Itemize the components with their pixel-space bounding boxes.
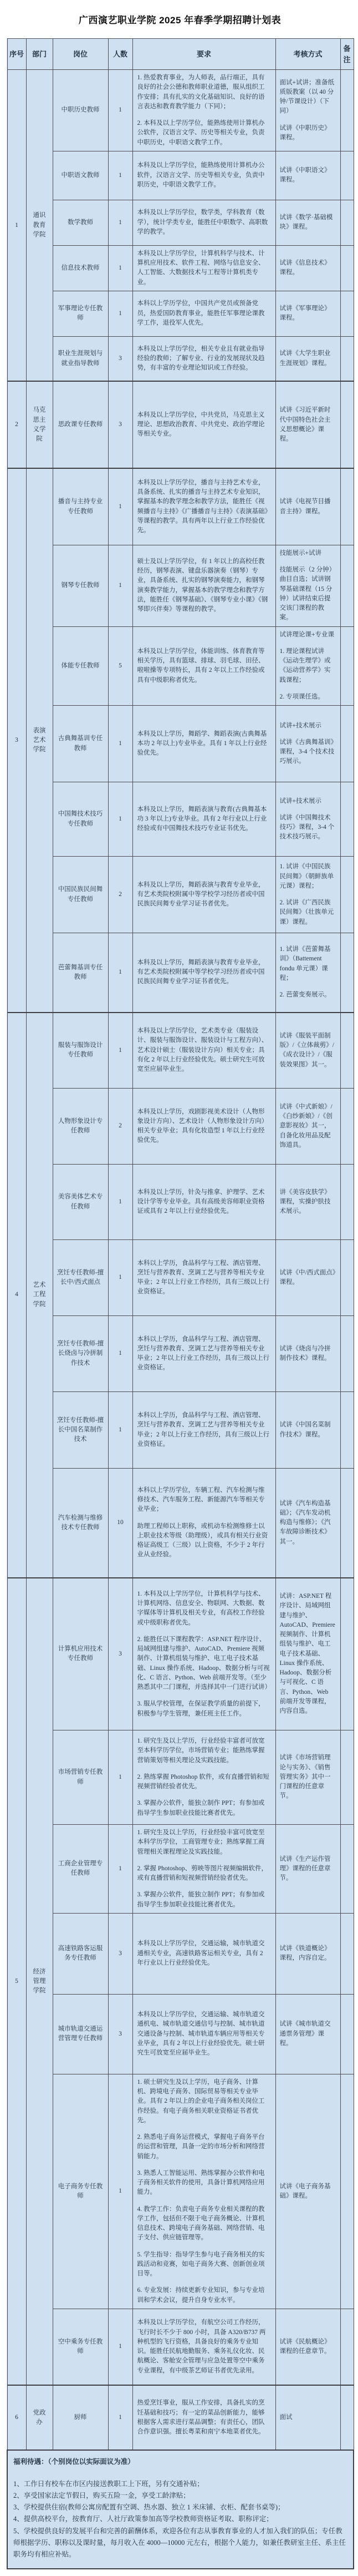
welfare-row [7, 2450, 354, 2569]
position-count-cell: 1 [108, 1392, 132, 1469]
position-row [7, 1316, 354, 1392]
position-row [7, 1089, 354, 1165]
requirements-cell [132, 1469, 275, 1578]
position-count-cell: 1 [108, 1165, 132, 1240]
assessment-cell-paragraph: 试讲《古典舞基训》课程，3-4 个技术技巧展示。 [279, 738, 335, 765]
requirements-cell [132, 70, 275, 151]
assessment-cell [275, 2074, 340, 2309]
position-row [7, 545, 354, 626]
requirements-cell-paragraph: 硕士及以上学历学位，有 1 年以上的高校任教经历，钢琴表演、键盘乐器演奏（钢琴）专业，具备系统、扎实的钢琴演奏能力，和钢琴演奏教学能力，掌握基本的教学理念和教学方法，能胜任《钢琴基础》、《钢琴专业小课》《钢琴即兴伴奏》等课程的教学。 [137, 558, 268, 613]
note-cell [340, 200, 354, 245]
department-name-cell: 经济管理学院 [26, 1578, 53, 2386]
note-cell [340, 2309, 354, 2385]
department-name-cell: 艺术工程学院 [26, 1013, 53, 1578]
position-count-cell: 1 [108, 468, 132, 545]
requirements-cell [132, 245, 275, 291]
position-count-cell: 1 [108, 151, 132, 200]
assessment-cell-paragraph: 试讲《服装平面制版》/《立体裁剪》/《成衣设计》/《服装效果图》其一。 [279, 1032, 334, 1068]
header-seq: 序号 [7, 39, 26, 70]
position-title-cell: 市场营销专任教师 [53, 1730, 108, 1825]
requirements-cell-paragraph: 本科以上学历，食品科学与工程、酒店管理、烹饪与营养教育、烹调工艺与营养等相关专业毕业；2 年以上行业工作经历，具有三级以上行业资格证。 [137, 1412, 270, 1448]
position-count-cell: 3 [108, 336, 132, 381]
position-title-cell: 工商企业管理专任教师 [53, 1825, 108, 1914]
position-count-cell: 10 [108, 1469, 132, 1578]
position-row [7, 857, 354, 933]
position-count-cell: 1 [108, 782, 132, 857]
position-count-cell: 1 [108, 70, 132, 151]
note-cell [340, 1913, 354, 1994]
requirements-cell [132, 1730, 275, 1825]
requirements-cell-paragraph: 3. 熟悉人工智能运用、熟练掌握办公软件和电子商务相关软件的使用，具备计算机网络应用能力。 [137, 2169, 265, 2196]
assessment-cell-paragraph: 试讲《铁道概论》课程，内容自定。 [279, 1945, 331, 1962]
requirements-cell-paragraph: 本科及以上学历学位，有航空公司工作经历，飞行时长不少于 800 小时，具备 A320/B737 两种机型的飞行资格，具备良好的乘务专业知识。能胜任民航地勤服务、乘务礼仪化妆、民航概论、客舱安全管理与应急处置等空中乘务专业课程，有中级茶艺师证书者优先录用。 [137, 2319, 266, 2374]
assessment-cell-paragraph: 试讲《数学·基础模块》课程。 [279, 214, 333, 231]
note-cell [340, 151, 354, 200]
requirements-cell-paragraph: 2. 熟悉电子商务运营模式，掌握电子商务平台的运营和管理，具备一定的市场分析和网络营销能力。 [137, 2134, 265, 2160]
requirements-cell-paragraph: 本科及以上学历，舞蹈表演与教育专业毕业，有艺术类院校附属中等学校学习经历者或中国民族民间舞专业学习证书者优先。 [137, 959, 265, 985]
note-cell [340, 1469, 354, 1578]
assessment-cell [275, 1730, 340, 1825]
assessment-cell [275, 2385, 340, 2450]
welfare-item: 5、学校提供良好的发展平台和完善的薪酬体系，欢迎各位有志从事教育事业的人才加入我们的队伍；专任教师根据学历、职称以及课时量，每月收入在 4000—10000 元左右，根据个人能力，如兼任教研室主任、系主任职务均有相应补贴。 [13, 2527, 346, 2558]
requirements-cell [132, 2074, 275, 2309]
requirements-cell [132, 933, 275, 1013]
assessment-cell-paragraph: 试讲《中职历史》课程。 [279, 124, 331, 141]
assessment-cell [275, 1469, 340, 1578]
position-count-cell: 3 [108, 1994, 132, 2074]
assessment-cell-paragraph: 试讲《中国舞技术技巧》课程，3-4 个技术技巧展示。 [279, 814, 335, 841]
assessment-cell [275, 1316, 340, 1392]
position-title-cell: 厨师 [53, 2385, 108, 2450]
assessment-cell-paragraph: 试讲《中/西式面点》课程。 [279, 1269, 336, 1286]
assessment-cell-paragraph: 试讲《中式新娘》/《白纱新娘》/《创意影视妆》其一，自备化妆用品及配饰道具。 [279, 1103, 333, 1148]
assessment-cell-paragraph: 试讲《城市轨道交通票务管理》课程。 [279, 2021, 331, 2047]
position-title-cell: 思政课专任教师 [53, 381, 108, 468]
assessment-cell-paragraph: 1. 试讲《芭蕾舞基训》（Battement fondu 单元课）课程； [279, 946, 331, 981]
assessment-cell-paragraph: 试讲+技术展示 [279, 722, 321, 729]
assessment-cell-paragraph: 试讲《民航概论》课程的任意章节。 [279, 2338, 331, 2355]
requirements-cell-paragraph: 2. 能胜任以下课程教学：ASP.NET 程序设计、局域网组建与维护、AutoCAD、Premiere 视频制作、计算机组装与维护、电工电子技术基础、Linux 操作系统、Hadoop、数据分析与可视化、C 语言、Python、Web 前端开发等。（至少熟悉其中二门课程，并选择其中一门进行试讲） [137, 1636, 271, 1691]
requirements-cell-paragraph: 本科及以上学历学位，相关专业且有就业指导经验的教师；了解专业、行业的发展现状及趋势，有丰富的专业理论知识或工作经验。 [137, 345, 265, 372]
assessment-cell-paragraph: 1. 试讲《中国民族民间舞》（朝鲜族单元课）课程； [279, 863, 334, 889]
assessment-cell [275, 545, 340, 626]
position-row [7, 1469, 354, 1578]
requirements-cell-paragraph: 本科及以上学历，舞蹈学、舞蹈表演(古典舞基本功 2 年以上)专业毕业。具有 1 年以上行业经验优先。 [137, 730, 267, 757]
requirements-cell-paragraph: 本科及以上学历，舞蹈表演与教育(古典舞基本功 3 年以上)专业毕业。具有 2 年行业以上行业经验或有中国舞技术技巧专业证书优先。 [137, 806, 267, 832]
assessment-cell [275, 1392, 340, 1469]
requirements-cell-paragraph: 本科及以上学历学位，交通运输，城市轨道交通相关专业，高速铁路客运相关专业，具有 2 年行业以上行业经验优先。 [137, 1940, 265, 1966]
position-title-cell: 中国民族民间舞专任教师 [53, 857, 108, 933]
position-row [7, 151, 354, 200]
note-cell [340, 2074, 354, 2309]
requirements-cell-paragraph: 本科以上学历学位，车辆工程、汽车检测与维修技术、汽车服务工程、新能源汽车等相关专业毕业； [137, 1486, 265, 1513]
note-cell [340, 1089, 354, 1165]
requirements-cell-paragraph: 本科及以上学历学位，计算机科学与技术、计算机应用技术、软件工程、网络与信息安全、人工智能、大数据技术与工程等计算机类专业。 [137, 250, 265, 286]
requirements-cell-paragraph: 4. 教学工作：负责电子商务专业相关课程的教学工作，包括但不限于电子商务概论、计算机信息技术、跨境电子商务基础、网络营销、电子支付、供应链管理等。 [137, 2205, 265, 2241]
requirements-cell-paragraph: 2. 熟练掌握 Photoshop 软件，或有直播营销和短视频营销经验者优先。 [137, 1773, 269, 1790]
position-row [7, 336, 354, 381]
assessment-cell-paragraph: 2. 芭蕾变奏展示。 [279, 991, 331, 999]
position-title-cell: 钢琴专任教师 [53, 545, 108, 626]
position-count-cell: 1 [108, 933, 132, 1013]
position-title-cell: 播音与主持专业专任教师 [53, 468, 108, 545]
requirements-cell [132, 1089, 275, 1165]
assessment-cell-paragraph: 2. 试讲《广西民族民间舞》（壮族单元课）课程。 [279, 899, 334, 925]
assessment-cell [275, 782, 340, 857]
assessment-cell-paragraph: 试讲《习近平新时代中国特色社会主义思想概论》课程。 [279, 407, 331, 442]
position-row [7, 291, 354, 336]
assessment-cell-paragraph: 1. 理论课程试讲《运动生理学》或《运动营养学》实践课程； [279, 647, 331, 684]
assessment-cell [275, 381, 340, 468]
position-title-cell: 军事理论专任教师 [53, 291, 108, 336]
assessment-cell-paragraph: 技能展示（2 分钟）曲目自选；试讲钢琴基础课程（15 分钟）试讲结束后提交该门课程的教案。 [279, 566, 336, 621]
position-title-cell: 城市轨道交通运营管理专任教师 [53, 1994, 108, 2074]
requirements-cell [132, 1240, 275, 1316]
position-row [7, 381, 354, 468]
assessment-cell-paragraph: 面试 [279, 2414, 293, 2421]
position-row [7, 1913, 354, 1994]
position-count-cell: 1 [108, 1013, 132, 1089]
position-title-cell: 中国舞技术技巧专任教师 [53, 782, 108, 857]
table-header [7, 39, 354, 70]
position-row [7, 468, 354, 545]
requirements-cell-paragraph: 本科及以上学历，针灸与推拿、护理学、艺术设计学等专业毕业。具有高级美容师职业资格证或具有 2 年以上行业经验优先。 [137, 1188, 265, 1215]
requirements-cell-paragraph: 本科及以上学历，戏剧影视美术设计（人物形象设计方向）、艺术设计（人物形象设计方向）相关专业毕业；具有化妆造型 1 年以上行业经验优先。 [137, 1108, 268, 1144]
requirements-cell-paragraph: 本科及以上学历，舞蹈表演与教育专业毕业，有艺术类院校附属中等学校学习经历者或中国民族民间舞专业学习证书者优先。 [137, 881, 265, 908]
note-cell [340, 1392, 354, 1469]
position-row [7, 1578, 354, 1730]
position-title-cell: 电子商务专任教师 [53, 2074, 108, 2309]
requirements-cell [132, 2309, 275, 2385]
note-cell [340, 1578, 354, 1730]
assessment-cell-paragraph: 试讲《军事理论》课程。 [279, 305, 331, 322]
note-cell [340, 336, 354, 381]
header-count: 人数 [108, 39, 132, 70]
department-name-cell: 通识教育学院 [26, 70, 53, 382]
position-count-cell: 1 [108, 1316, 132, 1392]
note-cell [340, 545, 354, 626]
position-title-cell: 高速铁路客运服务专任教师 [53, 1913, 108, 1994]
requirements-cell [132, 200, 275, 245]
requirements-cell-paragraph: 本科及以上学历学位，能熟练使用计算机办公软件，汉语言文学、历史等相关专业，负责中职历史，中职语文教学工作。 [137, 162, 265, 188]
position-title-cell: 体能专任教师 [53, 626, 108, 706]
note-cell [340, 782, 354, 857]
note-cell [340, 468, 354, 545]
position-title-cell: 烹饪专任教师-擅长中国名菜制作技术 [53, 1392, 108, 1469]
note-cell [340, 245, 354, 291]
recruitment-table [7, 38, 354, 2569]
position-count-cell: 1 [108, 1825, 132, 1914]
note-cell [340, 381, 354, 468]
table-footer [7, 2450, 354, 2569]
note-cell [340, 1013, 354, 1089]
assessment-cell [275, 1578, 340, 1730]
assessment-cell-paragraph: 试讲《电视节目播音主持》课程。 [279, 498, 331, 515]
position-row [7, 1240, 354, 1316]
requirements-cell [132, 857, 275, 933]
assessment-cell-paragraph: 试讲《大学生职业生涯规划》课程。 [279, 350, 331, 367]
requirements-cell-paragraph: 3. 掌握办公软件，能独立制作 PPT；有参加或指导学生参加职业技能比赛者优先。 [137, 1891, 265, 1908]
note-cell [340, 70, 354, 151]
position-title-cell: 计算机应用技术专任教师 [53, 1578, 108, 1730]
position-count-cell: 1 [108, 706, 132, 782]
assessment-cell [275, 1240, 340, 1316]
requirements-cell [132, 1316, 275, 1392]
position-row [7, 782, 354, 857]
position-count-cell: 1 [108, 1240, 132, 1316]
assessment-cell [275, 70, 340, 151]
requirements-cell-paragraph: 1. 本科及以上学历学位，计算机科学与技术、计算机网络、信息安全、物联网、大数据、数字媒体等计算机及相关专业，有高校工作经验或中级职称者优先。 [137, 1590, 265, 1626]
assessment-cell [275, 1013, 340, 1089]
position-title-cell: 数学教师 [53, 200, 108, 245]
requirements-cell-paragraph: 本科以上学历学位，中国共产党员或预备党员，热爱国防教育事业，能胜任军事理论课教学工作，退役军人优先。 [137, 300, 265, 326]
position-row [7, 933, 354, 1013]
requirements-cell [132, 381, 275, 468]
position-count-cell: 1 [108, 1730, 132, 1825]
requirements-cell-paragraph: 1. 研究生及以上学历，行业经验丰富者可放宽至本科学历学位，市场营销专业；能熟练掌握营销策划等相关理论及实践技能。 [137, 1738, 265, 1764]
position-row [7, 1994, 354, 2074]
position-count-cell: 2 [108, 857, 132, 933]
requirements-cell [132, 2385, 275, 2450]
position-row [7, 2074, 354, 2309]
requirements-cell-paragraph: 本科及以上学历学位，中共党员，马克思主义理论、思想政治教育、中共党史、政治学理论等相关专业。 [137, 411, 265, 438]
assessment-cell-paragraph: 试讲：ASP.NET 程序设计、局域网组建与维护、AutoCAD、Premiere 视频制作、计算机组装与维护、电工电子技术基础、Linux 操作系统、Hadoop、数据分析与可视化、C 语言、Python、Web 前端开发等课程，内容自选。 [279, 1593, 335, 1715]
assessment-cell [275, 291, 340, 336]
requirements-cell-paragraph: 1. 研究生及以上学历，行业经验丰富可放宽至本科学历学位，工商管理专业；熟练掌握工商管理相关课程理论及实践技能。 [137, 1829, 265, 1855]
assessment-cell [275, 706, 340, 782]
header-dept: 部门 [26, 39, 53, 70]
assessment-cell-paragraph: 试讲理论课+专业课 [279, 631, 334, 638]
requirements-cell [132, 1392, 275, 1469]
position-row [7, 2309, 354, 2385]
assessment-cell-paragraph: 试讲《信息技术》课程。 [279, 260, 331, 276]
note-cell [340, 857, 354, 933]
requirements-cell [132, 151, 275, 200]
assessment-cell [275, 857, 340, 933]
note-cell [340, 706, 354, 782]
requirements-cell-paragraph: 本科及以上学历学位，交通运输、城市轨道交通机电、城市轨道交通信号与控制、城市轨道交通设备与控制、城市轨道车辆应用等相关专业毕业，具有 2 年以上行业经验优先。硕士研究生可放宽至应届毕业生。 [137, 2011, 265, 2057]
requirements-cell-paragraph: 本科及以上学历学位，艺术类专业（服装设计、服装与服饰设计、服装设计与工程方向）、艺术设计硕士（服装设计方向）相关专业；具有化 2 年以上行业经验优先。硕士研究生可放宽至应届毕业生。 [137, 1028, 268, 1073]
position-count-cell: 3 [108, 1913, 132, 1994]
assessment-cell-paragraph: 2. 专项课任选。 [279, 693, 324, 700]
assessment-cell [275, 1089, 340, 1165]
position-title-cell: 美容美体艺术专任教师 [53, 1165, 108, 1240]
position-count-cell: 1 [108, 2074, 132, 2309]
department-index-cell: 5 [7, 1578, 26, 2386]
requirements-cell [132, 1825, 275, 1914]
assessment-cell-paragraph: 试讲《电子商务基础》课程。 [279, 2183, 331, 2199]
page-title: 广西演艺职业学院 2025 年春季学期招聘计划表 [78, 15, 282, 26]
note-cell [340, 1994, 354, 2074]
department-index-cell: 3 [7, 468, 26, 1012]
assessment-cell [275, 200, 340, 245]
department-name-cell: 表演艺术学院 [26, 468, 53, 1012]
requirements-cell-paragraph: 5. 学生指导：指导学生参与电子商务相关的实践活动和竞赛，如电子商务大赛、创新创业项目等。 [137, 2251, 265, 2277]
assessment-cell-paragraph: 试讲+技术展示 [279, 797, 321, 804]
assessment-cell-paragraph: 试讲《烧卤与冷拼制作技术》课程。 [279, 1345, 331, 1362]
position-row [7, 626, 354, 706]
position-title-cell: 职业生涯规划与就业指导教师 [53, 336, 108, 381]
position-row [7, 1825, 354, 1914]
requirements-cell-paragraph: 本科及以上学历学位，播音与主持艺术专业，具备系统、扎实的播音与主持艺术专业知识，掌握基本的教学理念和教学方法，能胜任《视频播音与主持》《广播播音与主持》《表演基础》等课程的教学。具有两年以上行业工作经验优先。 [137, 479, 268, 534]
header-req: 要求 [132, 39, 275, 70]
assessment-cell-paragraph: 试讲《中国名菜制作技术》课程。 [279, 1421, 331, 1438]
position-count-cell: 2 [108, 1089, 132, 1165]
welfare-item: 2、享受国家法定节假日，购买五险一金，享受工龄津贴； [13, 2491, 190, 2499]
requirements-cell-paragraph: 2. 掌握 Photoshop、剪映等图片视频编辑软件，或有直播营销和短视频营销经验者优先。 [137, 1865, 268, 1881]
position-row [7, 1013, 354, 1089]
department-name-cell: 马克思主义学院 [26, 381, 53, 468]
assessment-cell-paragraph: 试讲《市场营销理论与实务》、《销售管理实务》其中一门课程的任意章节。 [279, 1754, 331, 1800]
requirements-cell [132, 782, 275, 857]
requirements-cell-paragraph: 本科以上学历，食品科学与工程、酒店管理、烹饪与营养教育、烹调工艺与营养等相关专业毕业；2 年以上行业工作经历，具有三级以上行业资格证。 [137, 1335, 270, 1371]
position-title-cell: 古典舞基训专任教师 [53, 706, 108, 782]
position-count-cell: 3 [108, 381, 132, 468]
requirements-cell-paragraph: 热爱烹饪事业，服从工作安排，具备扎实的烹饪基础和技巧；有一定的菜品创新能力，能够根据客人需求进行菜品调整；有责任心，团队合作意识强。擅长粤菜和南宁本地菜者优先。 [137, 2400, 265, 2435]
position-title-cell: 中职语文教师 [53, 151, 108, 200]
requirements-cell-paragraph: 1. 热爱教育事业，为人师表，品行端正，具有良好的社会公德和教师职业道德，服从组织工作安排；具有扎实的文化基础知识、良好的语言表达和教育教学能力（下同）； [137, 74, 265, 110]
note-cell [340, 291, 354, 336]
header-exam: 考核方式 [275, 39, 340, 70]
requirements-cell [132, 291, 275, 336]
position-title-cell: 人物形象设计专任教师 [53, 1089, 108, 1165]
requirements-cell [132, 545, 275, 626]
department-name-cell: 党政办 [26, 2385, 53, 2450]
position-title-cell: 服装与服饰设计专任教师 [53, 1013, 108, 1089]
requirements-cell-paragraph: 助理工程师以上职称，或机动车检测维修士以上职业技术等级（助理级），或具有相关行业资格证高级工（三级）以上资格，不少于 2 年行业从业经验。 [137, 1522, 268, 1558]
welfare-heading: 福利待遇：（个别岗位以实际面议为准） [13, 2458, 135, 2466]
note-cell [340, 1730, 354, 1825]
assessment-cell [275, 1913, 340, 1994]
requirements-cell [132, 626, 275, 706]
welfare-item: 1、工作日有校车在市区内接送教职工上下班，另有交通补贴； [13, 2479, 204, 2488]
note-cell [340, 1316, 354, 1392]
department-index-cell: 2 [7, 381, 26, 468]
position-count-cell: 1 [108, 545, 132, 626]
position-row [7, 1730, 354, 1825]
requirements-cell [132, 1913, 275, 1994]
note-cell [340, 626, 354, 706]
requirements-cell-paragraph: 3. 服从学校管理，在保证教学质量的前提下，积极参与学生管理，兼任班主任工作。 [137, 1701, 265, 1717]
department-index-cell: 6 [7, 2385, 26, 2450]
assessment-cell [275, 336, 340, 381]
requirements-cell [132, 1013, 275, 1089]
position-count-cell: 1 [108, 2309, 132, 2385]
position-title-cell: 芭蕾舞基训专任教师 [53, 933, 108, 1013]
position-row [7, 1165, 354, 1240]
note-cell [340, 933, 354, 1013]
requirements-cell [132, 336, 275, 381]
recruitment-table-body [7, 70, 354, 2451]
header-note: 备注 [340, 39, 354, 70]
position-title-cell: 烹饪专任教师-擅长烧卤与冷拼制作技术 [53, 1316, 108, 1392]
position-row [7, 245, 354, 291]
requirements-cell-paragraph: 3. 掌握办公软件，能独立制作 PPT；有参加或指导学生参加职业技能比赛者优先。 [137, 1800, 265, 1816]
position-count-cell: 3 [108, 1578, 132, 1730]
position-count-cell: 1 [108, 200, 132, 245]
department-index-cell: 4 [7, 1013, 26, 1578]
assessment-cell [275, 1994, 340, 2074]
assessment-cell [275, 626, 340, 706]
position-count-cell: 1 [108, 291, 132, 336]
requirements-cell-paragraph: 6. 专业发展：持续更新专业知识，参与专业培训和学术会议，提升自身专业水平。 [137, 2287, 265, 2304]
assessment-cell [275, 1165, 340, 1240]
requirements-cell-paragraph: 本科以上学历，食品科学与工程、酒店管理、烹饪与营养教育、烹调工艺与营养等相关专业毕业；2 年以上行业工作经历，具有三级以上行业资格证。 [137, 1259, 270, 1295]
position-title-cell: 中职历史教师 [53, 70, 108, 151]
position-count-cell: 1 [108, 245, 132, 291]
position-row [7, 1392, 354, 1469]
requirements-cell [132, 706, 275, 782]
welfare-item: 4、提供高校平台，按教育厅、人社厅政策参加高等学校教师资格证考取、职称评定； [13, 2515, 273, 2523]
position-title-cell: 烹饪专任教师-擅长中/西式面点 [53, 1240, 108, 1316]
requirements-cell [132, 468, 275, 545]
header-row [7, 39, 354, 70]
assessment-cell-paragraph: 试讲《生产运作管理》课程的任意章节。 [279, 1855, 331, 1881]
requirements-cell-paragraph: 本科及以上学历学位，体能训练、体育教育等相关学历，具有篮球、排球、羽毛球、田径、啦啦操等专项特长，具有 2 年以上工作经验或具有中级职称者优先。 [137, 647, 265, 684]
position-count-cell: 5 [108, 626, 132, 706]
position-row [7, 2385, 354, 2450]
requirements-cell-paragraph: 1. 硕士研究生及以上学历，电子商务、计算机、跨境电子商务、国际贸易等相关专业毕业。具有 2 年以上的企业电子商务相关岗位工作经验。有电子商务相关职业资格证书者优先。 [137, 2078, 265, 2124]
assessment-cell [275, 2309, 340, 2385]
assessment-cell-paragraph: 技能展示+试讲 [279, 549, 321, 556]
assessment-cell [275, 933, 340, 1013]
assessment-cell-paragraph: 面试+试讲；准备纸质版教案（以 40 分钟/节课设计）（下同） [279, 79, 334, 115]
position-row [7, 70, 354, 151]
requirements-cell [132, 1994, 275, 2074]
position-count-cell: 1 [108, 2385, 132, 2450]
welfare-cell [7, 2450, 354, 2569]
welfare-list [13, 2478, 346, 2561]
position-row [7, 706, 354, 782]
assessment-cell-paragraph: 讲《美容皮肤学》课程，实操护肤技术展示。 [279, 1188, 331, 1215]
assessment-cell-paragraph: 试讲《中职语文》课程。 [279, 167, 331, 184]
assessment-cell [275, 151, 340, 200]
welfare-item: 3、学校提供住宿(教师公寓房配置有空调、热水器、独立 1 米床铺、衣柜、配套书桌等)； [13, 2503, 285, 2511]
requirements-cell [132, 1165, 275, 1240]
requirements-cell [132, 1578, 275, 1730]
assessment-cell [275, 245, 340, 291]
assessment-cell-paragraph: 试讲《汽车构造基础》；《汽车发动机构造与维修》；《汽车故障诊断技术》其一。 [279, 1500, 331, 1545]
header-post: 岗位 [53, 39, 108, 70]
position-title-cell: 空中乘务专任教师 [53, 2309, 108, 2385]
note-cell [340, 1240, 354, 1316]
position-title-cell: 汽车检测与维修技术专任教师 [53, 1469, 108, 1578]
position-row [7, 200, 354, 245]
note-cell [340, 2385, 354, 2450]
note-cell [340, 1165, 354, 1240]
assessment-cell [275, 1825, 340, 1914]
position-title-cell: 信息技术教师 [53, 245, 108, 291]
requirements-cell-paragraph: 2. 本科及以上学历学位，能熟练使用计算机办公软件，汉语言文学、历史等相关专业，负责中职历史，中职语文教学工作。 [137, 120, 265, 146]
department-index-cell: 1 [7, 70, 26, 382]
requirements-cell-paragraph: 本科及以上学历学位，数学类，学科教育（数学），统计学类专业，能胜任中职数学、高职数学的教学。 [137, 209, 268, 235]
note-cell [340, 1825, 354, 1914]
assessment-cell [275, 468, 340, 545]
